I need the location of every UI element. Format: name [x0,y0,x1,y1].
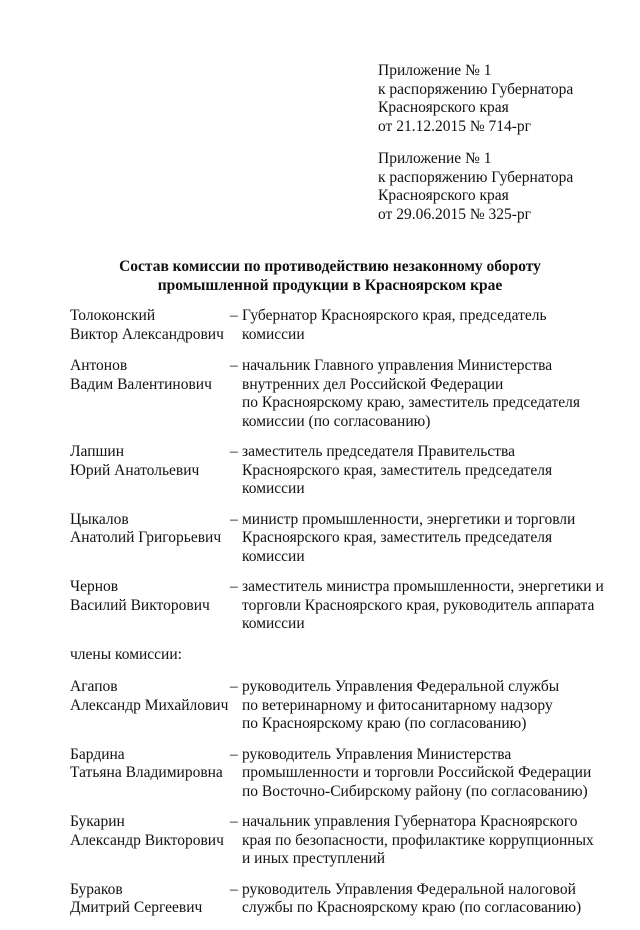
dash: – [230,443,238,460]
appendix-line: от 29.06.2015 № 325-рг [378,205,532,223]
member-position: руководитель Управления Министерства промышленности и торговли Российской Федерации по Восточно-Сибирскому району (по согласованию) [242,745,592,800]
member-row-bukarin [70,813,630,869]
members-heading: члены комиссии: [70,645,182,663]
member-row-lapshin [70,443,630,499]
member-position: начальник управления Губернатора Красноярского края по безопасности, профилактике коррупционных и иных преступлений [242,813,594,867]
member-row-agapov [70,678,630,734]
member-position: заместитель председателя Правительства Красноярского края, заместитель председателя комиссии [242,443,553,497]
appendix-line: к распоряжению Губернатора [378,80,574,98]
member-row-tsykalov [70,511,630,567]
member-name: Чернов Василий Викторович [70,578,210,614]
member-row-bardina [70,746,630,802]
member-name: Антонов Вадим Валентинович [70,357,212,393]
member-position: руководитель Управления Федеральной службы по ветеринарному и фитосанитарному надзору по Красноярскому краю (по согласованию) [242,678,560,732]
member-name: Бардина Татьяна Владимировна [70,745,223,781]
appendix-block-2 [378,150,628,224]
title-line: Состав комиссии по противодействию незаконному обороту [119,258,541,275]
member-position: заместитель министра промышленности, энергетики и торговли Красноярского края, руководитель аппарата комиссии [242,578,604,632]
appendix-line: Приложение № 1 [378,62,492,79]
dash: – [230,357,238,374]
member-name: Толоконский Виктор Александрович [70,307,224,343]
title-line: промышленной продукции в Красноярском крае [157,277,503,294]
member-row-chernov [70,578,630,634]
member-position: начальник Главного управления Министерства внутренних дел Российской Федерации по Красноярскому краю, заместитель председателя комиссии (по согласованию) [242,357,580,430]
member-name: Лапшин Юрий Анатольевич [70,443,200,479]
appendix-line: Красноярского края [378,99,509,116]
member-name: Букарин Александр Викторович [70,813,224,849]
member-name: Цыкалов Анатолий Григорьевич [70,510,222,546]
member-position: министр промышленности, энергетики и торговли Красноярского края, заместитель председателя комиссии [242,510,576,565]
member-row-antonov [70,357,630,431]
appendix-line: от 21.12.2015 № 714-рг [378,117,532,135]
member-row-burakov [70,881,630,918]
dash: – [230,307,238,324]
member-row-tolokonsky [70,307,630,344]
commission-members-list [70,307,630,930]
member-name: Бураков Дмитрий Сергеевич [70,880,203,916]
dash: – [230,880,238,898]
member-name: Агапов Александр Михайлович [70,678,229,714]
member-position: Губернатор Красноярского края, председатель комиссии [242,307,547,343]
appendix-line: Приложение № 1 [378,150,492,167]
dash: – [230,813,238,830]
member-position: руководитель Управления Федеральной налоговой службы по Красноярскому краю (по согласованию) [242,880,582,916]
dash: – [230,578,238,595]
dash: – [230,745,238,763]
appendix-line: к распоряжению Губернатора [378,168,574,186]
dash: – [230,510,238,528]
dash: – [230,678,238,695]
appendix-block-1 [378,62,628,136]
document-title [20,257,640,295]
appendix-line: Красноярского края [378,187,509,204]
